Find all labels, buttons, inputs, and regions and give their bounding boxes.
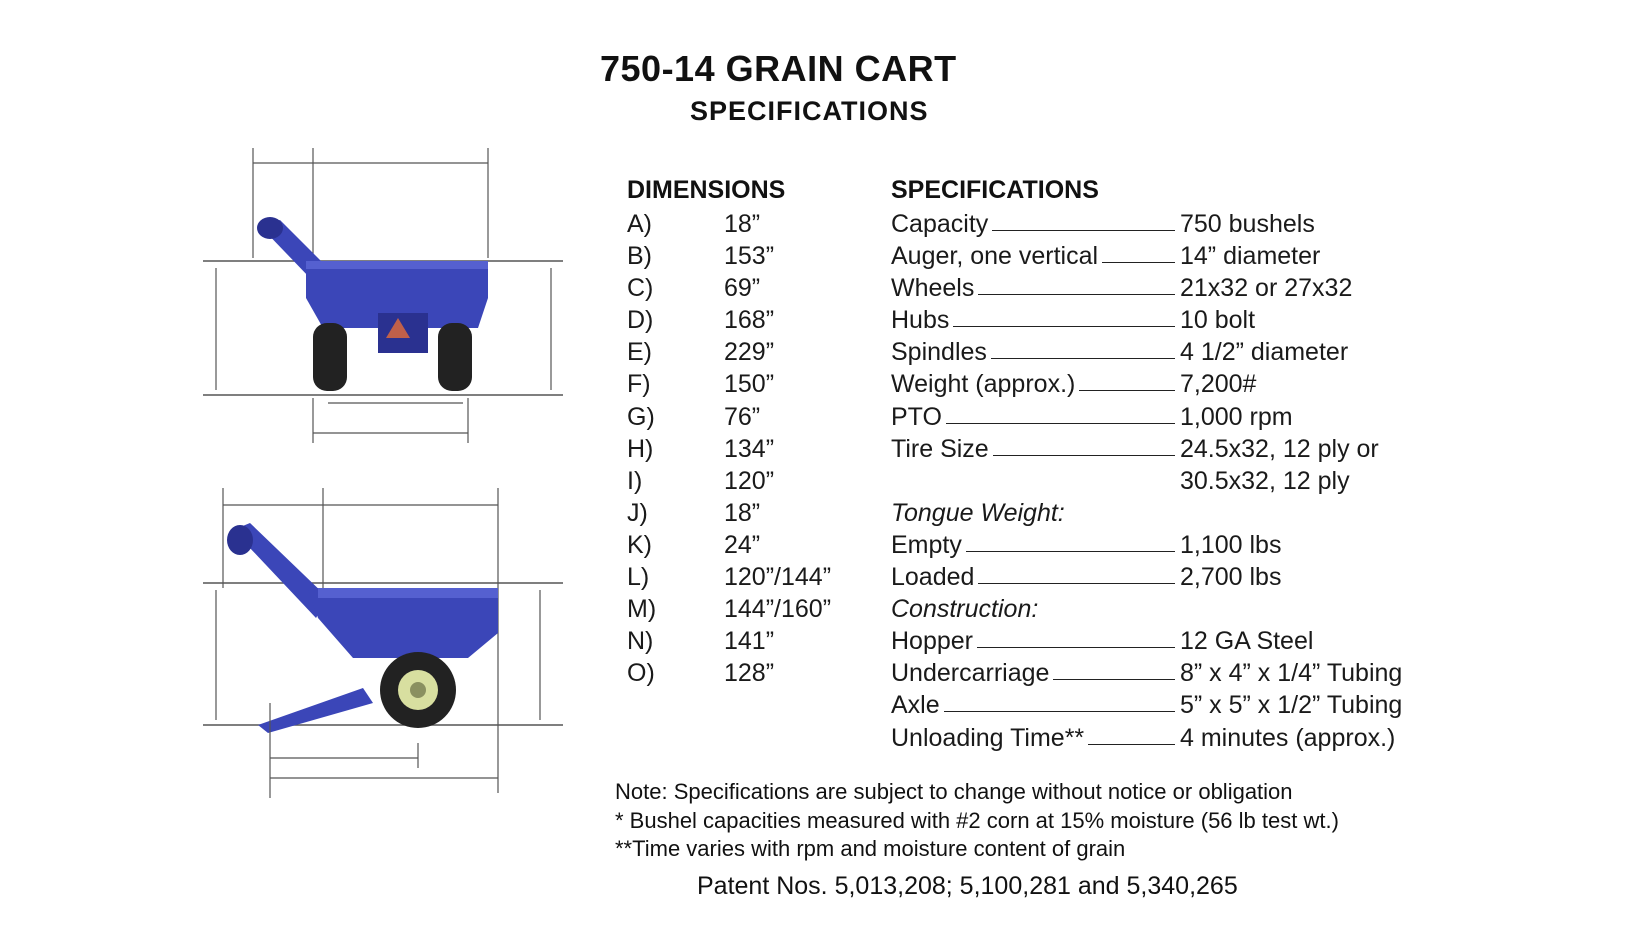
leader-line [1088,744,1175,745]
leader-line [1053,679,1175,680]
spec-label: Empty [891,530,962,559]
dimension-label: H) [627,434,654,463]
spec-row [891,625,1451,657]
leader-line [993,455,1175,456]
front-view-drawing [203,148,563,443]
leader-line [966,551,1175,552]
spec-row [891,561,1451,593]
dimension-value: 153” [724,242,775,271]
spec-value: 24.5x32, 12 ply or [1180,434,1379,463]
spec-row [891,272,1451,304]
spec-row [891,433,1451,465]
dimension-label: D) [627,306,654,335]
spec-row [891,689,1451,721]
spec-label: Hubs [891,306,950,335]
spec-label: Auger, one vertical [891,242,1099,271]
leader-line [991,358,1175,359]
spec-row [891,401,1451,433]
grain-cart-drawings [188,128,580,856]
dimensions-list [627,208,867,689]
leader-line [978,294,1175,295]
dimension-value: 18” [724,498,761,527]
notes [615,778,1339,864]
spec-value: 8” x 4” x 1/4” Tubing [1180,659,1403,688]
leader-line [944,711,1175,712]
spec-row [891,336,1451,368]
spec-row [891,240,1451,272]
spec-row [891,304,1451,336]
dimension-row [627,304,867,336]
spec-label: Construction: [891,595,1039,624]
dimension-value: 150” [724,370,775,399]
spec-row [891,722,1451,754]
spec-value: 30.5x32, 12 ply [1180,466,1350,495]
leader-line [1102,262,1175,263]
dimension-row [627,657,867,689]
dimension-row [627,433,867,465]
dimension-row [627,593,867,625]
dimension-label: E) [627,338,652,367]
dimensions-heading: DIMENSIONS [627,176,786,204]
dimension-value: 76” [724,402,761,431]
spec-label: Unloading Time** [891,723,1085,752]
spec-label: Spindles [891,338,987,367]
dimension-value: 128” [724,659,775,688]
spec-value: 1,100 lbs [1180,530,1282,559]
spec-value: 750 bushels [1180,210,1315,238]
spec-label: Wheels [891,274,975,303]
dimension-label: I) [627,466,643,495]
leader-line [992,230,1175,231]
spec-label: Capacity [891,210,989,238]
specifications-heading: SPECIFICATIONS [891,176,1099,204]
dimension-label: L) [627,563,650,592]
spec-row [891,208,1451,240]
dimension-label: N) [627,627,654,656]
spec-value: 2,700 lbs [1180,563,1282,592]
dimension-value: 69” [724,274,761,303]
leader-line [1079,390,1175,391]
spec-label: Hopper [891,627,973,656]
dimension-row [627,625,867,657]
page-title: 750-14 GRAIN CART [600,48,957,89]
note-line: **Time varies with rpm and moisture content of grain [615,836,1126,861]
dimension-row [627,497,867,529]
spec-value: 10 bolt [1180,306,1256,335]
dimension-value: 24” [724,530,761,559]
dimension-label: G) [627,402,655,431]
spec-row [891,368,1451,400]
dimension-label: C) [627,274,654,303]
side-view-drawing [203,488,563,798]
spec-label: Axle [891,691,940,720]
note-line: * Bushel capacities measured with #2 corn at 15% moisture (56 lb test wt.) [615,807,1339,833]
dimension-row [627,401,867,433]
dimension-row [627,561,867,593]
dimension-value: 168” [724,306,775,335]
dimension-value: 134” [724,434,775,463]
dimension-value: 120”/144” [724,563,832,592]
specifications-list [891,208,1451,754]
dimension-value: 120” [724,466,775,495]
dimension-label: A) [627,210,652,238]
spec-value: 14” diameter [1180,242,1321,271]
spec-label: Undercarriage [891,659,1050,688]
spec-value: 4 1/2” diameter [1180,338,1349,367]
dimension-label: F) [627,370,651,399]
dimension-value: 144”/160” [724,595,832,624]
spec-row [891,593,1451,625]
patent-numbers: Patent Nos. 5,013,208; 5,100,281 and 5,340,265 [697,872,1238,900]
spec-row [891,529,1451,561]
grain-cart-diagram [188,128,580,856]
spec-value: 7,200# [1180,370,1257,399]
dimension-row [627,272,867,304]
dimension-label: M) [627,595,657,624]
dimension-label: J) [627,498,648,527]
dimension-row [627,240,867,272]
dimension-label: K) [627,530,652,559]
dimension-row [627,208,867,240]
spec-value: 12 GA Steel [1180,627,1314,656]
dimension-value: 18” [724,210,761,238]
spec-row [891,657,1451,689]
dimension-row [627,465,867,497]
leader-line [978,583,1175,584]
dimension-label: B) [627,242,652,271]
dimension-row [627,336,867,368]
dimension-value: 229” [724,338,775,367]
spec-value: 21x32 or 27x32 [1180,274,1353,303]
spec-row [891,465,1451,497]
dimension-row [627,368,867,400]
spec-label: Tongue Weight: [891,498,1065,527]
spec-label: Loaded [891,563,975,592]
leader-line [946,423,1175,424]
leader-line [953,326,1175,327]
spec-value: 1,000 rpm [1180,402,1293,431]
spec-label: Weight (approx.) [891,370,1076,399]
dimension-label: O) [627,659,655,688]
note-line: Note: Specifications are subject to change without notice or obligation [615,779,1293,804]
leader-line [977,647,1175,648]
spec-value: 4 minutes (approx.) [1180,723,1396,752]
spec-label: PTO [891,402,942,431]
dimension-row [627,529,867,561]
page-subtitle: SPECIFICATIONS [690,96,929,126]
spec-row [891,497,1451,529]
spec-label: Tire Size [891,434,989,463]
spec-value: 5” x 5” x 1/2” Tubing [1180,691,1403,720]
dimension-value: 141” [724,627,775,656]
